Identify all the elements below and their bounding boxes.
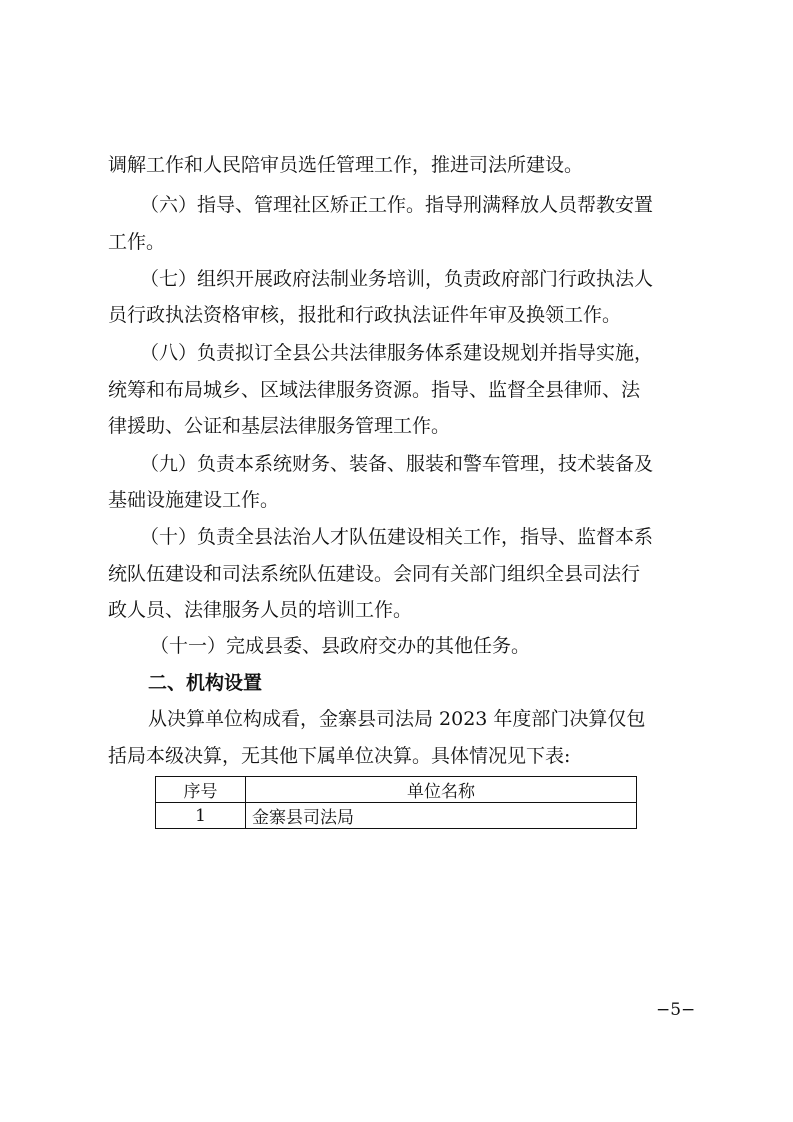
page-number: −5− — [656, 1000, 696, 1020]
body-line-13: 政人员、法律服务人员的培训工作。 — [108, 599, 413, 621]
table-header-row — [156, 777, 637, 803]
body-line-7: 统筹和布局城乡、区域法律服务资源。指导、监督全县律师、法 — [108, 379, 641, 401]
body-line-11: （十）负责全县法治人才队伍建设相关工作，指导、监督本系 — [140, 526, 654, 548]
body-line-3: 工作。 — [108, 231, 166, 253]
body-line-14: （十一）完成县委、县政府交办的其他任务。 — [150, 635, 531, 657]
section-heading: 二、机构设置 — [148, 672, 263, 694]
body-line-9: （九）负责本系统财务、装备、服装和警车管理，技术装备及 — [140, 453, 654, 475]
body-line-1: 调解工作和人民陪审员选任管理工作，推进司法所建设。 — [108, 154, 584, 176]
section-line-1: 从决算单位构成看，金寨县司法局 2023 年度部门决算仅包 — [148, 708, 646, 730]
header-seq: 序号 — [156, 777, 246, 803]
header-unit-name: 单位名称 — [246, 777, 637, 803]
section-line-2: 括局本级决算，无其他下属单位决算。具体情况见下表: — [108, 745, 571, 767]
body-line-10: 基础设施建设工作。 — [108, 489, 280, 511]
body-line-2: （六）指导、管理社区矫正工作。指导刑满释放人员帮教安置 — [140, 194, 654, 216]
unit-table — [155, 776, 637, 829]
body-line-12: 统队伍建设和司法系统队伍建设。会同有关部门组织全县司法行 — [108, 563, 641, 585]
body-line-5: 员行政执法资格审核，报批和行政执法证件年审及换领工作。 — [108, 304, 622, 326]
cell-seq: 1 — [156, 803, 246, 829]
body-line-8: 律援助、公证和基层法律服务管理工作。 — [108, 415, 451, 437]
cell-unit-name: 金寨县司法局 — [246, 803, 637, 829]
body-line-6: （八）负责拟订全县公共法律服务体系建设规划并指导实施， — [140, 342, 654, 364]
table-row — [156, 803, 637, 829]
body-line-4: （七）组织开展政府法制业务培训，负责政府部门行政执法人 — [140, 268, 654, 290]
